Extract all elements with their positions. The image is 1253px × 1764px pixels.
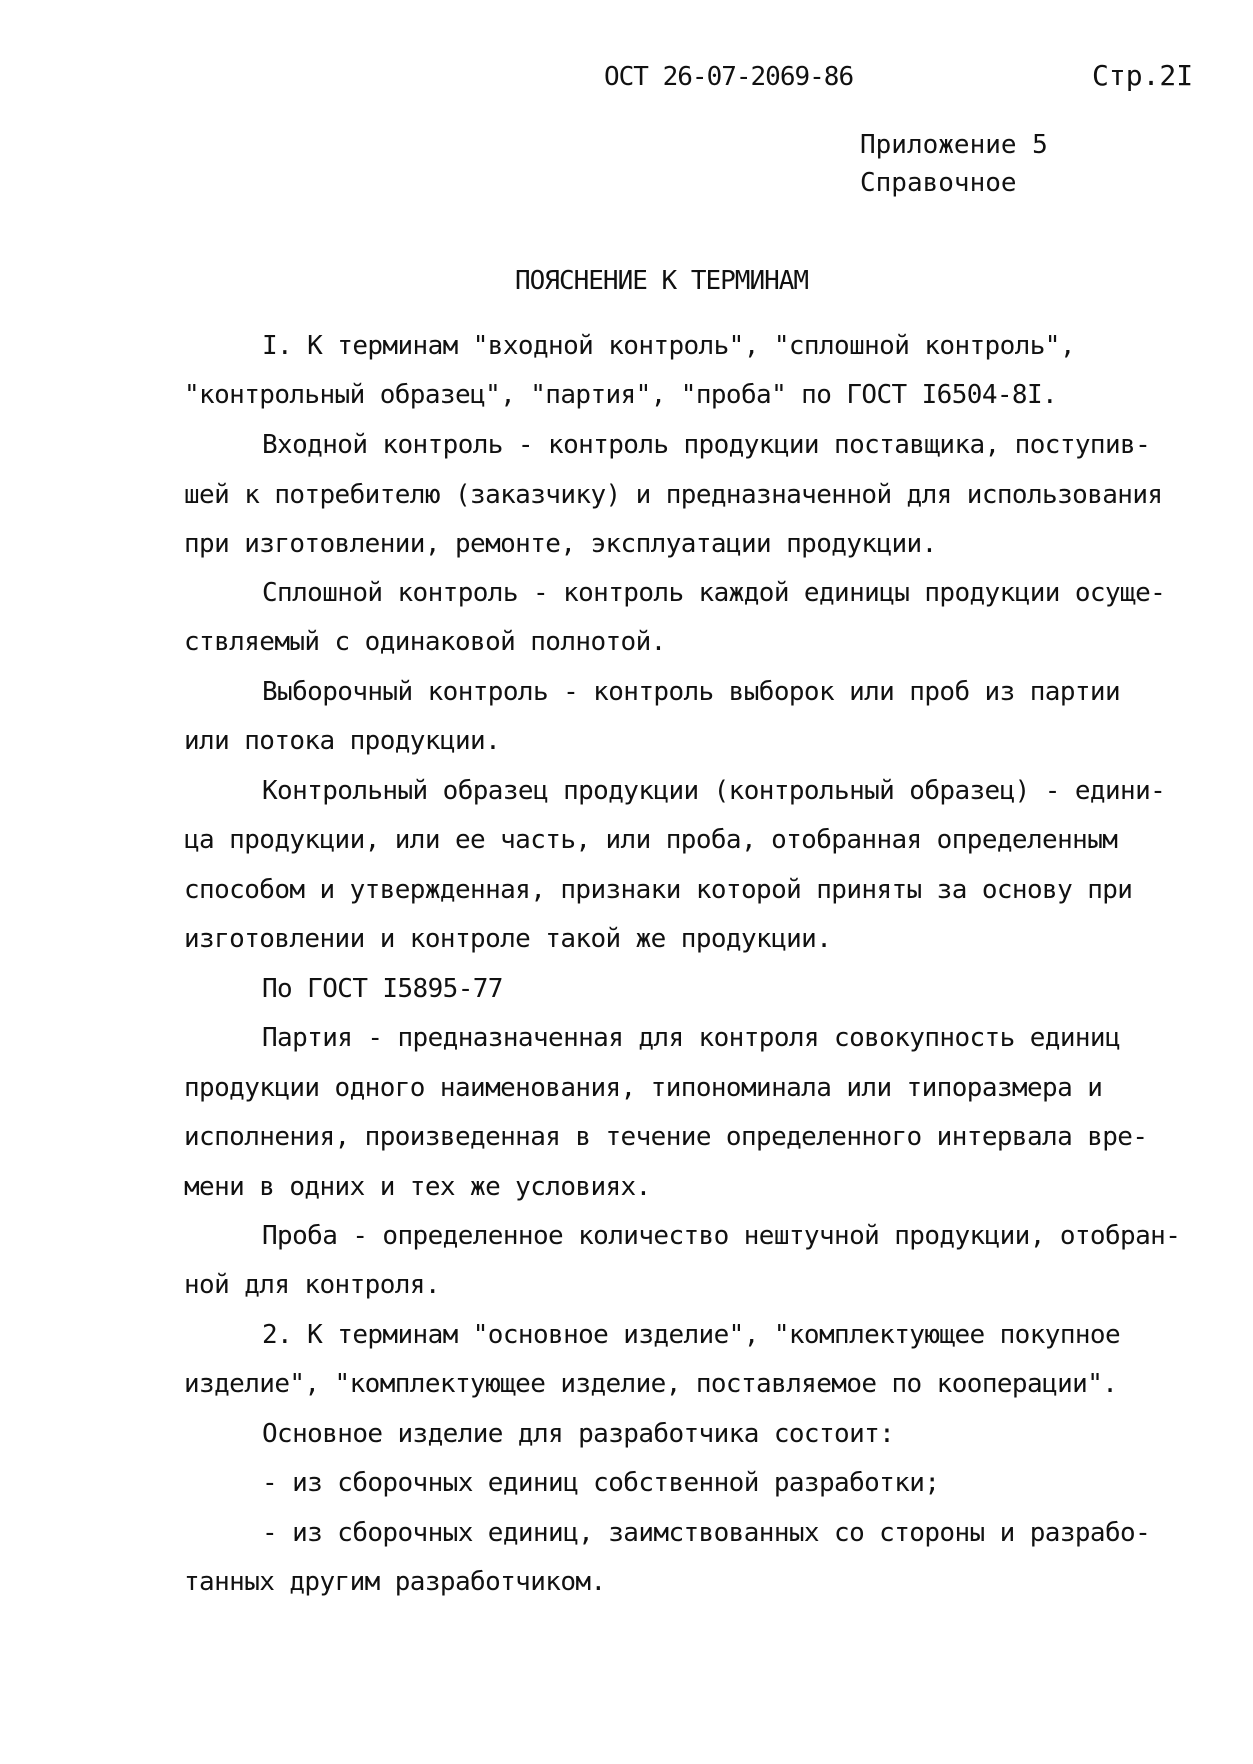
text-line: ной для контроля. bbox=[184, 1270, 440, 1300]
text-line: танных другим разработчиком. bbox=[184, 1567, 606, 1597]
text-line: способом и утвержденная, признаки которой приняты за основу при bbox=[184, 875, 1133, 905]
text-line: Контрольный образец продукции (контрольный образец) - едини- bbox=[262, 776, 1166, 806]
text-line: По ГОСТ I5895-77 bbox=[262, 974, 503, 1004]
text-line: - из сборочных единиц собственной разработки; bbox=[262, 1468, 940, 1498]
text-line: шей к потребителю (заказчику) и предназначенной для использования bbox=[184, 480, 1163, 510]
text-line: I. К терминам "входной контроль", "сплошной контроль", bbox=[262, 331, 1075, 361]
appendix-label: Приложение 5 bbox=[860, 130, 1048, 160]
text-line: мени в одних и тех же условиях. bbox=[184, 1172, 651, 1202]
text-line: Входной контроль - контроль продукции поставщика, поступив- bbox=[262, 430, 1151, 460]
document-code: ОСТ 26-07-2069-86 bbox=[604, 62, 854, 92]
text-line: Партия - предназначенная для контроля совокупность единиц bbox=[262, 1023, 1121, 1053]
text-line: изделие", "комплектующее изделие, поставляемое по кооперации". bbox=[184, 1369, 1118, 1399]
text-line: Основное изделие для разработчика состоит: bbox=[262, 1419, 895, 1449]
text-line: продукции одного наименования, типономинала или типоразмера и bbox=[184, 1073, 1103, 1103]
text-line: или потока продукции. bbox=[184, 726, 501, 756]
text-line: при изготовлении, ремонте, эксплуатации продукции. bbox=[184, 529, 937, 559]
text-line: ца продукции, или ее часть, или проба, отобранная определенным bbox=[184, 825, 1118, 855]
text-line: исполнения, произведенная в течение определенного интервала вре- bbox=[184, 1122, 1148, 1152]
text-line: Сплошной контроль - контроль каждой единицы продукции осуще- bbox=[262, 578, 1166, 608]
section-title: ПОЯСНЕНИЕ К ТЕРМИНАМ bbox=[515, 266, 809, 296]
text-line: изготовлении и контроле такой же продукции. bbox=[184, 924, 832, 954]
appendix-type: Справочное bbox=[860, 168, 1017, 198]
text-line: - из сборочных единиц, заимствованных со стороны и разрабо- bbox=[262, 1518, 1151, 1548]
text-line: 2. К терминам "основное изделие", "комплектующее покупное bbox=[262, 1320, 1121, 1350]
page-number: Стр.2I bbox=[1092, 59, 1194, 92]
body-text bbox=[184, 0, 1224, 1764]
text-line: ствляемый с одинаковой полнотой. bbox=[184, 627, 666, 657]
text-line: Выборочный контроль - контроль выборок или проб из партии bbox=[262, 677, 1121, 707]
text-line: "контрольный образец", "партия", "проба" по ГОСТ I6504-8I. bbox=[184, 380, 1058, 410]
text-line: Проба - определенное количество нештучной продукции, отобран- bbox=[262, 1221, 1181, 1251]
